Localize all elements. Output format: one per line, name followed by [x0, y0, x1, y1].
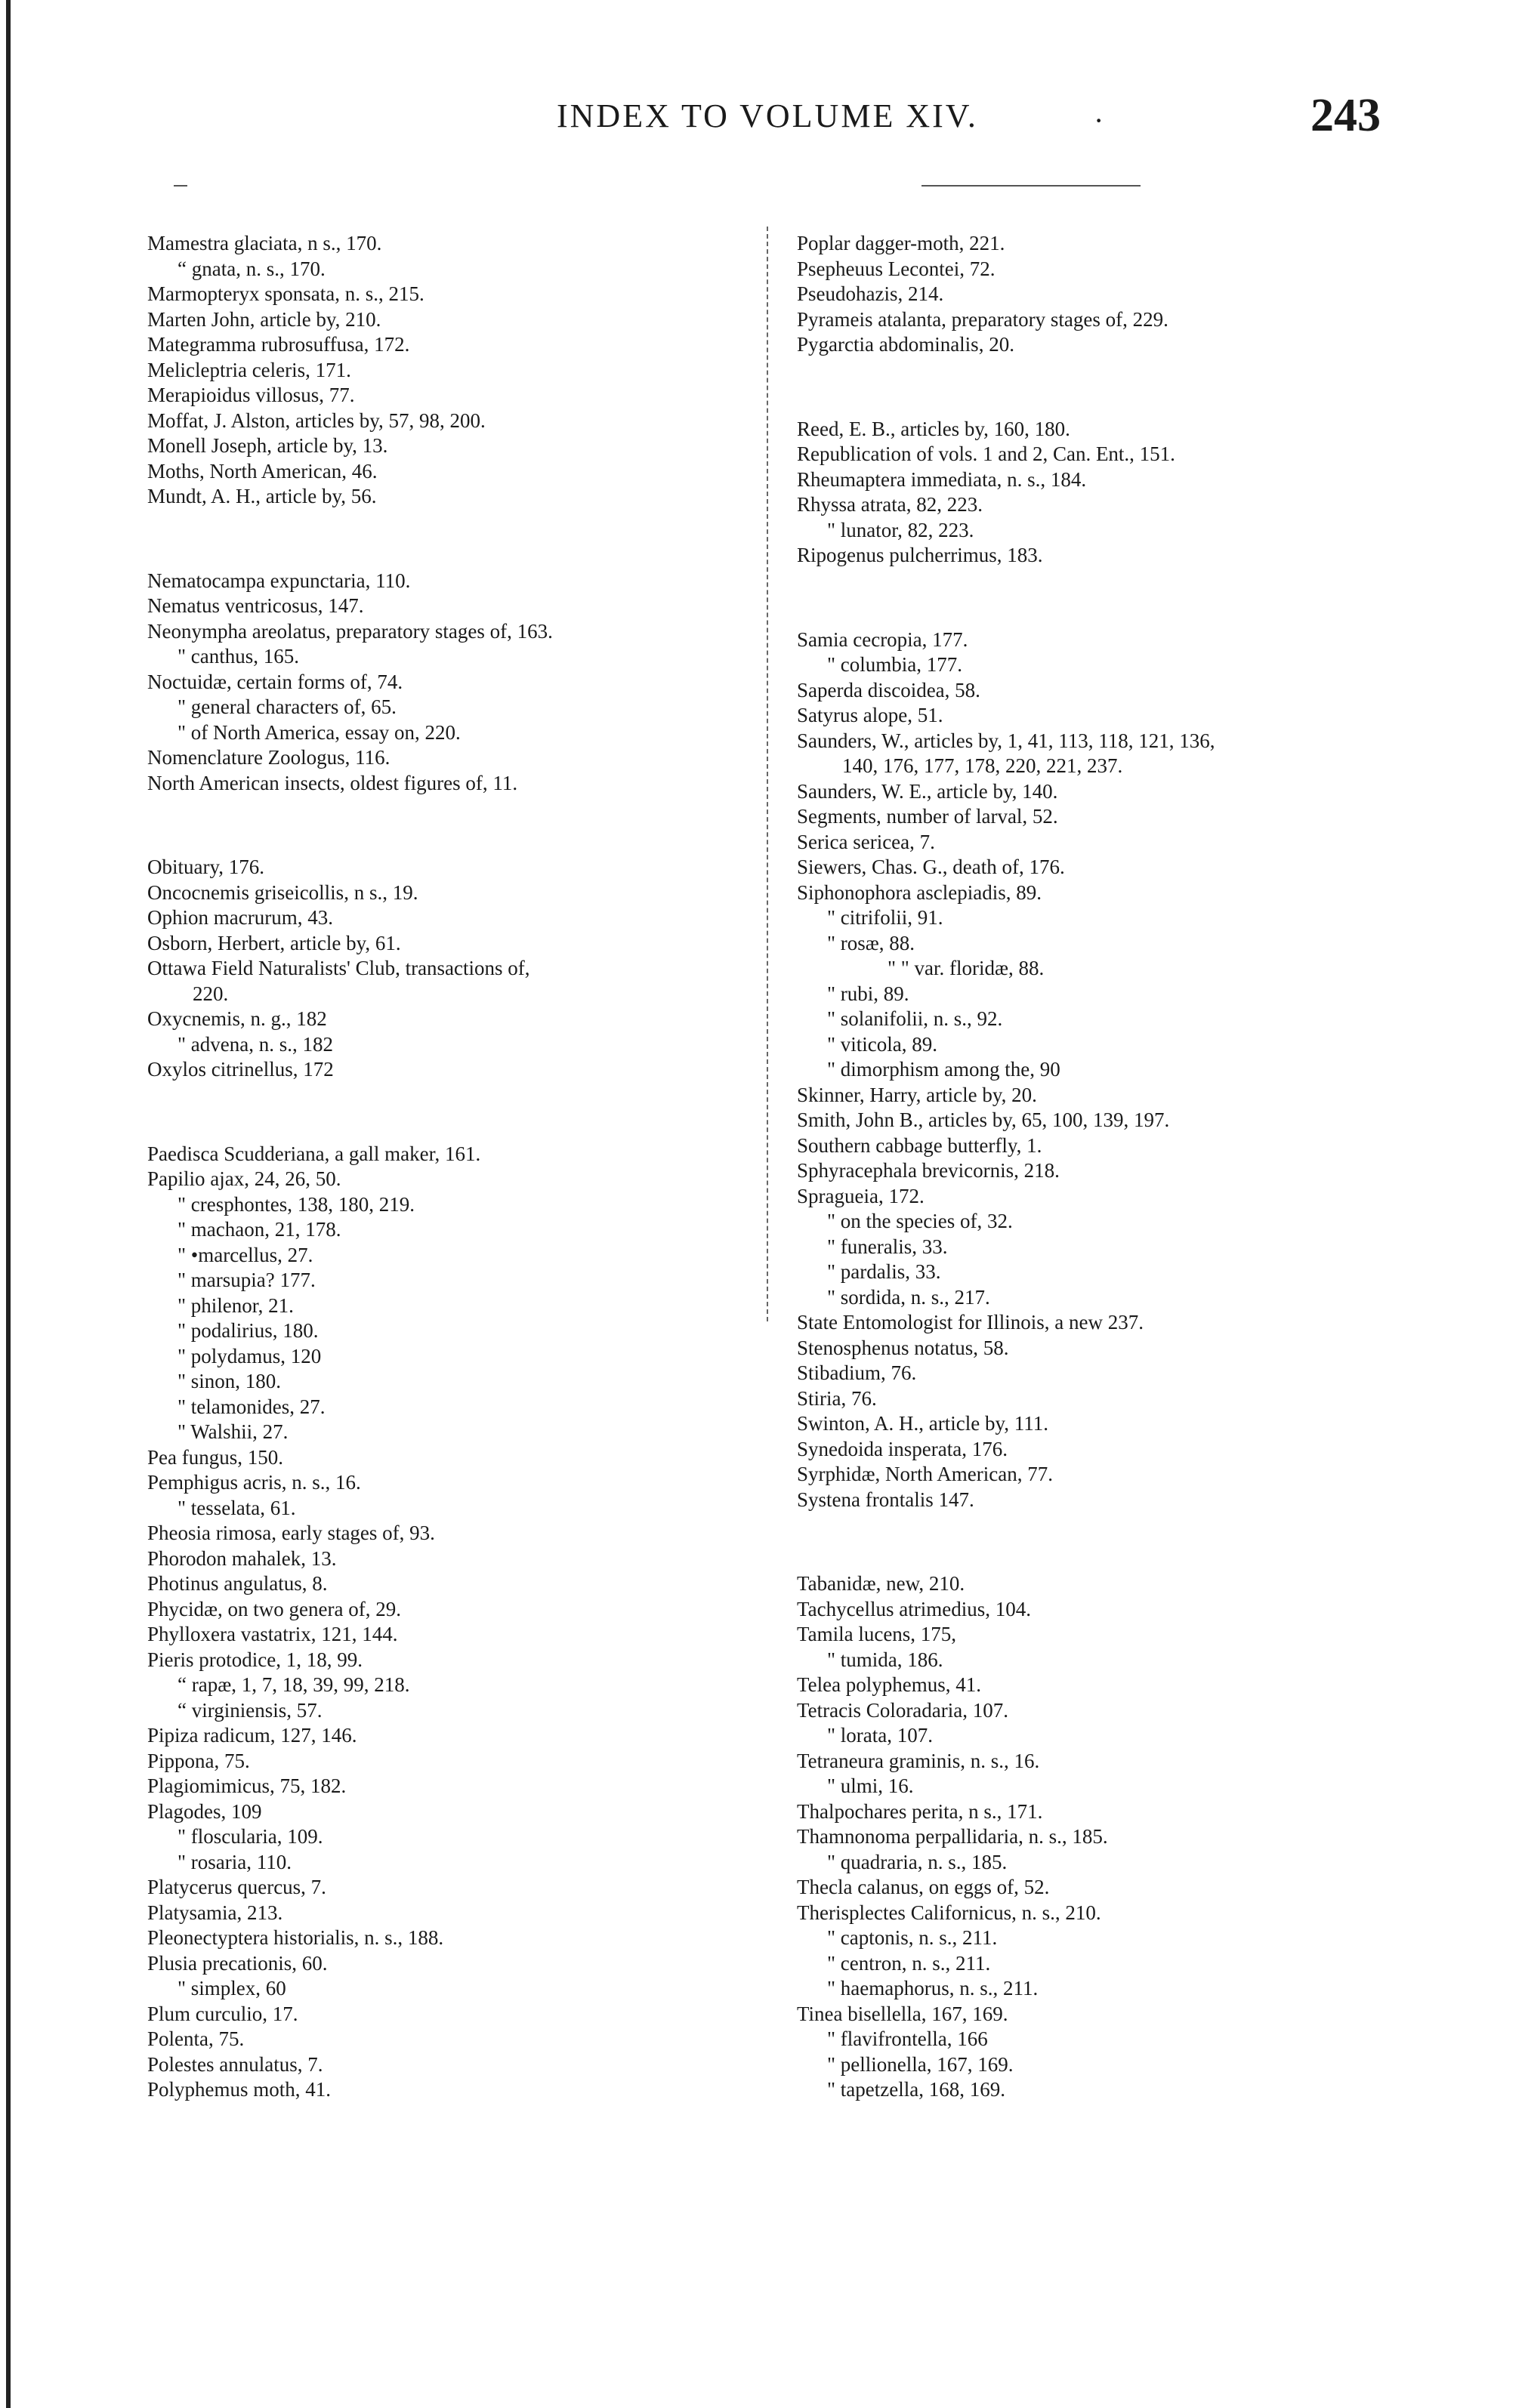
index-entry: Pyrameis atalanta, preparatory stages of, 229. [797, 307, 1168, 331]
index-group [147, 231, 797, 510]
index-entry: Moths, North American, 46. [147, 459, 378, 483]
index-entry: Pieris protodice, 1, 18, 99. [147, 1648, 363, 1671]
index-entry: Nematus ventricosus, 147. [147, 594, 364, 617]
index-entry: " sordida, n. s., 217. [827, 1285, 990, 1309]
index-entry: " rubi, 89. [827, 982, 909, 1005]
index-group [147, 855, 797, 1083]
index-entry: Paedisca Scudderiana, a gall maker, 161. [147, 1142, 481, 1165]
index-entry: Sphyracephala brevicornis, 218. [797, 1159, 1060, 1182]
index-entry: Spragueia, 172. [797, 1184, 925, 1207]
index-entry: “ gnata, n. s., 170. [178, 257, 326, 280]
index-entry: Monell Joseph, article by, 13. [147, 434, 388, 457]
index-entry: “ rapæ, 1, 7, 18, 39, 99, 218. [178, 1673, 410, 1696]
index-entry: " viticola, 89. [827, 1032, 937, 1056]
index-entry: Melicleptria celeris, 171. [147, 358, 351, 381]
index-entry: " lorata, 107. [827, 1724, 933, 1747]
index-entry: Pleonectyptera historialis, n. s., 188. [147, 1926, 444, 1949]
index-entry: Stiria, 76. [797, 1386, 877, 1410]
index-entry: " telamonides, 27. [178, 1395, 326, 1418]
index-group [147, 569, 797, 797]
index-entry: Saunders, W. E., article by, 140. [797, 779, 1058, 803]
page-number: 243 [1310, 90, 1381, 141]
index-group [147, 1142, 797, 2103]
index-entry: " centron, n. s., 211. [827, 1951, 991, 1975]
index-entry: Phylloxera vastatrix, 121, 144. [147, 1623, 398, 1645]
header-rule-left [174, 185, 187, 187]
left-column [147, 231, 797, 2162]
index-entry: " simplex, 60 [178, 1977, 286, 1999]
index-entry: Telea polyphemus, 41. [797, 1673, 982, 1696]
index-entry: " marsupia? 177. [178, 1269, 316, 1291]
index-entry: Pipiza radicum, 127, 146. [147, 1724, 357, 1747]
index-entry: " polydamus, 120 [178, 1344, 322, 1367]
index-entry: " ulmi, 16. [827, 1774, 914, 1797]
index-entry: Mamestra glaciata, n s., 170. [147, 232, 382, 254]
index-entry: Oxylos citrinellus, 172 [147, 1058, 334, 1081]
index-group [797, 231, 1386, 358]
index-entry: Platycerus quercus, 7. [147, 1876, 326, 1898]
index-entry: " citrifolii, 91. [827, 906, 943, 929]
index-entry: Pea fungus, 150. [147, 1445, 283, 1469]
index-entry: North American insects, oldest figures of, 11. [147, 771, 518, 794]
index-entry: Phorodon mahalek, 13. [147, 1546, 337, 1570]
index-entry: Synedoida insperata, 176. [797, 1437, 1008, 1460]
index-entry: Marten John, article by, 210. [147, 307, 381, 331]
index-entry: " quadraria, n. s., 185. [827, 1850, 1008, 1873]
index-entry: Nomenclature Zoologus, 116. [147, 746, 391, 769]
index-entry: " podalirius, 180. [178, 1319, 319, 1342]
index-entry: Tetraneura graminis, n. s., 16. [797, 1749, 1040, 1772]
index-entry: " rosæ, 88. [827, 931, 915, 954]
index-entry: Stenosphenus notatus, 58. [797, 1336, 1009, 1359]
index-group [797, 627, 1386, 1513]
index-entry: Mundt, A. H., article by, 56. [147, 485, 377, 507]
index-entry: " canthus, 165. [178, 645, 299, 668]
index-entry: Samia cecropia, 177. [797, 627, 968, 651]
index-entry: Plagiomimicus, 75, 182. [147, 1774, 347, 1797]
index-entry: Marmopteryx sponsata, n. s., 215. [147, 282, 424, 305]
index-entry: " flavifrontella, 166 [827, 2027, 988, 2050]
index-entry: Ottawa Field Naturalists' Club, transactions of, [147, 957, 530, 979]
index-entry: Tamila lucens, 175, [797, 1623, 957, 1645]
right-column [797, 231, 1386, 2162]
index-entry: Pemphigus acris, n. s., 16. [147, 1471, 361, 1494]
page-edge-shadow [6, 0, 11, 2408]
index-entry: Therisplectes Californicus, n. s., 210. [797, 1901, 1101, 1924]
index-group [797, 417, 1386, 569]
index-entry: Rhyssa atrata, 82, 223. [797, 493, 983, 516]
index-entry: " cresphontes, 138, 180, 219. [178, 1192, 415, 1216]
index-entry: 140, 176, 177, 178, 220, 221, 237. [842, 754, 1123, 777]
index-entry: Serica sericea, 7. [797, 830, 935, 853]
index-entry: Photinus angulatus, 8. [147, 1572, 328, 1595]
index-entry: Stibadium, 76. [797, 1361, 917, 1384]
index-entry: Noctuidæ, certain forms of, 74. [147, 670, 403, 693]
index-entry: " columbia, 177. [827, 653, 962, 676]
index-entry: Moffat, J. Alston, articles by, 57, 98, 200. [147, 409, 486, 432]
index-entry: State Entomologist for Illinois, a new 237. [797, 1311, 1144, 1333]
index-entry: Swinton, A. H., article by, 111. [797, 1412, 1048, 1435]
index-entry: " lunator, 82, 223. [827, 518, 974, 541]
index-entry: " funeralis, 33. [827, 1235, 948, 1258]
index-entry: Tachycellus atrimedius, 104. [797, 1597, 1032, 1620]
index-entry: " tapetzella, 168, 169. [827, 2078, 1005, 2101]
index-entry: Poplar dagger-moth, 221. [797, 232, 1005, 254]
index-entry: " of North America, essay on, 220. [178, 720, 461, 744]
index-entry: " floscularia, 109. [178, 1825, 323, 1848]
index-entry: Platysamia, 213. [147, 1901, 283, 1924]
index-entry: Reed, E. B., articles by, 160, 180. [797, 417, 1070, 440]
index-entry: Oncocnemis griseicollis, n s., 19. [147, 880, 418, 904]
index-entry: Saperda discoidea, 58. [797, 678, 980, 701]
index-entry: Syrphidæ, North American, 77. [797, 1463, 1053, 1485]
index-entry: " advena, n. s., 182 [178, 1032, 333, 1056]
page-header [0, 89, 1525, 150]
index-entry: Obituary, 176. [147, 856, 264, 878]
index-entry: Pygarctia abdominalis, 20. [797, 333, 1014, 356]
index-entry: Polyphemus moth, 41. [147, 2078, 332, 2101]
index-entry: Pseudohazis, 214. [797, 282, 944, 305]
index-entry: Systena frontalis 147. [797, 1488, 974, 1511]
index-entry: Plum curculio, 17. [147, 2002, 298, 2025]
index-entry: " general characters of, 65. [178, 695, 397, 718]
index-entry: Southern cabbage butterfly, 1. [797, 1133, 1042, 1157]
index-entry: Smith, John B., articles by, 65, 100, 139, 197. [797, 1108, 1170, 1131]
index-entry: " sinon, 180. [178, 1370, 282, 1392]
index-entry: Ophion macrurum, 43. [147, 906, 333, 929]
index-entry: Tetracis Coloradaria, 107. [797, 1698, 1009, 1722]
index-entry: " captonis, n. s., 211. [827, 1926, 998, 1949]
index-entry: Plagodes, 109 [147, 1799, 262, 1823]
index-entry: " tumida, 186. [827, 1648, 943, 1671]
index-entry: " rosaria, 110. [178, 1850, 292, 1873]
index-entry: Siphonophora asclepiadis, 89. [797, 880, 1042, 904]
index-entry: " •marcellus, 27. [178, 1243, 313, 1266]
index-entry: Papilio ajax, 24, 26, 50. [147, 1167, 341, 1190]
index-entry: " philenor, 21. [178, 1293, 294, 1317]
index-entry: Mategramma rubrosuffusa, 172. [147, 333, 410, 356]
index-entry: Thecla calanus, on eggs of, 52. [797, 1876, 1050, 1898]
index-entry: Osborn, Herbert, article by, 61. [147, 931, 401, 954]
index-entry: Pheosia rimosa, early stages of, 93. [147, 1522, 435, 1544]
index-entry: Rheumaptera immediata, n. s., 184. [797, 467, 1087, 491]
index-entry: Thamnonoma perpallidaria, n. s., 185. [797, 1825, 1108, 1848]
running-title: INDEX TO VOLUME XIV. [557, 97, 978, 134]
index-group [797, 1571, 1386, 2103]
index-entry: 220. [193, 982, 229, 1005]
index-entry: Satyrus alope, 51. [797, 704, 943, 726]
index-entry: " dimorphism among the, 90 [827, 1058, 1060, 1081]
index-entry: Skinner, Harry, article by, 20. [797, 1083, 1037, 1106]
index-entry: Segments, number of larval, 52. [797, 805, 1058, 828]
index-entry: Merapioidus villosus, 77. [147, 384, 355, 406]
index-entry: Psepheuus Lecontei, 72. [797, 257, 996, 280]
index-entry: " haemaphorus, n. s., 211. [827, 1977, 1039, 1999]
index-entry: " pellionella, 167, 169. [827, 2052, 1014, 2076]
header-ornament: · [1094, 103, 1104, 137]
header-rule-right [921, 185, 1141, 187]
index-entry: " Walshii, 27. [178, 1420, 289, 1443]
index-entry: Oxycnemis, n. g., 182 [147, 1007, 327, 1030]
index-entry: Saunders, W., articles by, 1, 41, 113, 118, 121, 136, [797, 729, 1215, 752]
index-entry: " machaon, 21, 178. [178, 1218, 341, 1241]
index-entry: Thalpochares perita, n s., 171. [797, 1799, 1043, 1823]
index-entry: Republication of vols. 1 and 2, Can. Ent., 151. [797, 442, 1175, 465]
index-entry: “ virginiensis, 57. [178, 1698, 323, 1722]
index-entry: " tesselata, 61. [178, 1496, 296, 1519]
index-entry: Siewers, Chas. G., death of, 176. [797, 856, 1065, 878]
index-entry: Plusia precationis, 60. [147, 1951, 328, 1975]
index-entry: " pardalis, 33. [827, 1260, 941, 1283]
index-entry: Neonympha areolatus, preparatory stages of, 163. [147, 619, 553, 643]
index-entry: Polenta, 75. [147, 2027, 245, 2050]
index-entry: " solanifolii, n. s., 92. [827, 1007, 1003, 1030]
index-entry: " on the species of, 32. [827, 1210, 1013, 1232]
index-entry: Ripogenus pulcherrimus, 183. [797, 544, 1043, 566]
index-entry: Phycidæ, on two genera of, 29. [147, 1597, 401, 1620]
index-entry: Nematocampa expunctaria, 110. [147, 569, 411, 592]
index-entry: Tabanidæ, new, 210. [797, 1572, 965, 1595]
index-entry: Polestes annulatus, 7. [147, 2052, 323, 2076]
index-entry: Tinea bisellella, 167, 169. [797, 2002, 1008, 2025]
index-entry: Pippona, 75. [147, 1749, 250, 1772]
index-entry: " " var. floridæ, 88. [888, 957, 1045, 979]
